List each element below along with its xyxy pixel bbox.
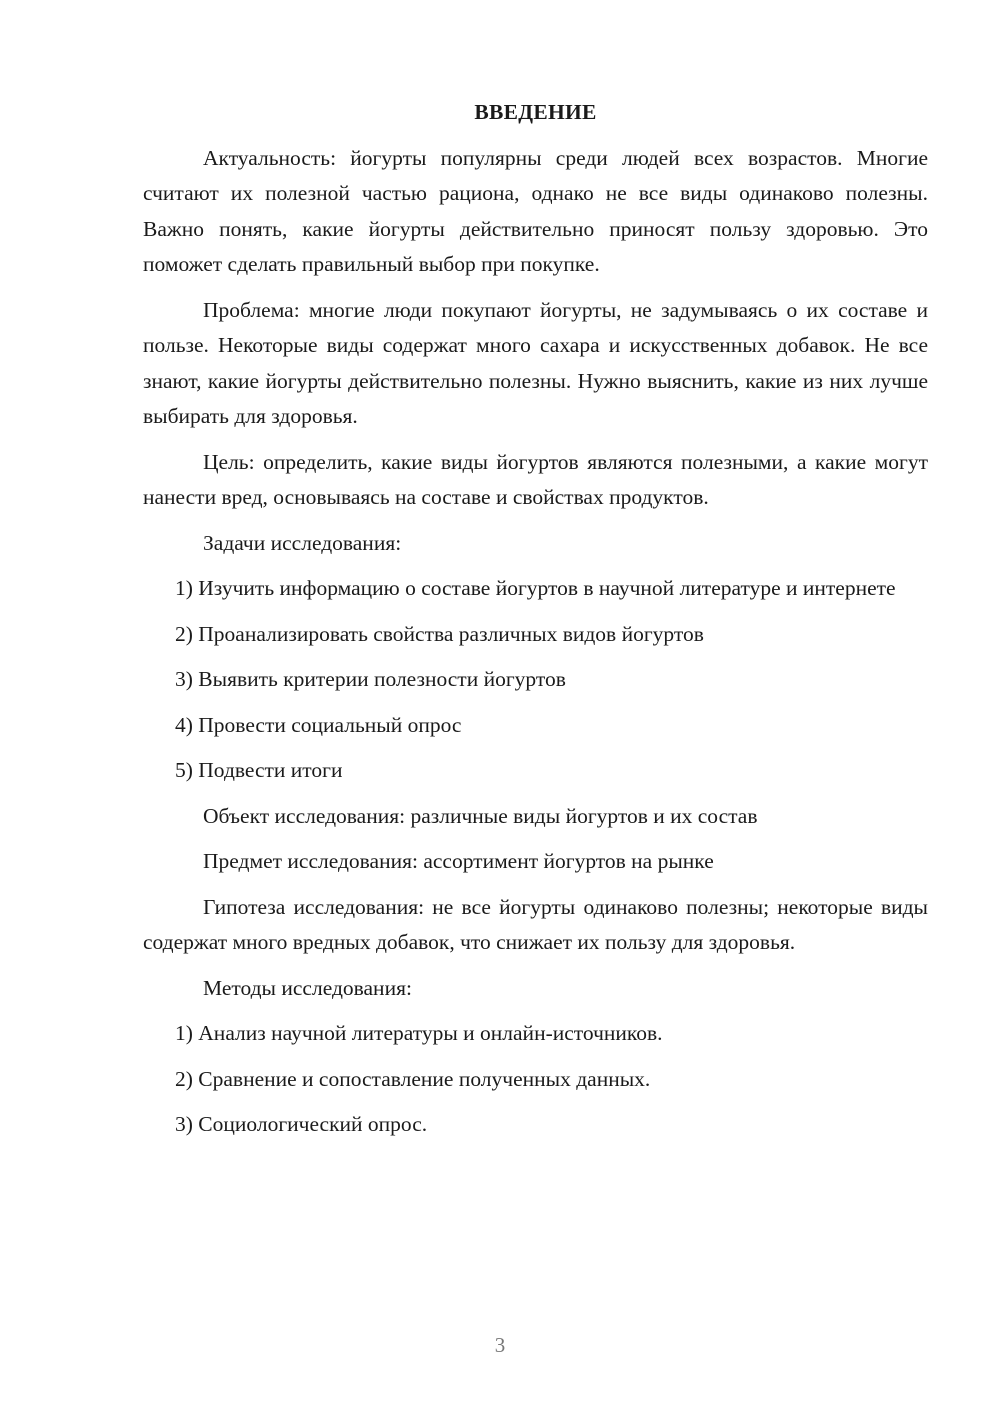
- method-item: 1) Анализ научной литературы и онлайн-источников.: [175, 1021, 663, 1045]
- methods-heading: Методы исследования:: [203, 975, 412, 1000]
- object-paragraph: Объект исследования: различные виды йогуртов и их состав: [203, 803, 758, 828]
- section-title: ВВЕДЕНИЕ: [474, 100, 597, 124]
- method-item: 2) Сравнение и сопоставление полученных данных.: [175, 1066, 651, 1091]
- tasks-heading: Задачи исследования:: [203, 530, 402, 555]
- tasks-list: [143, 571, 928, 789]
- hypothesis-paragraph: Гипотеза исследования: не все йогурты одинаково полезны; некоторые виды содержат много вредных добавок, что снижает их пользу для здоровья.: [143, 894, 928, 954]
- method-item: 3) Социологический опрос.: [175, 1112, 428, 1136]
- task-item: 1) Изучить информацию о составе йогуртов в научной литературе и интернете: [175, 576, 896, 600]
- task-item: 2) Проанализировать свойства различных видов йогуртов: [175, 621, 704, 646]
- task-item: 4) Провести социальный опрос: [175, 712, 462, 737]
- subject-paragraph: Предмет исследования: ассортимент йогуртов на рынке: [203, 849, 714, 873]
- task-item: 5) Подвести итоги: [175, 758, 343, 782]
- methods-list: [143, 1016, 928, 1143]
- problem-paragraph: Проблема: многие люди покупают йогурты, не задумываясь о их составе и пользе. Некоторые виды содержат много сахара и искусственных добавок. Не все знают, какие йогурты действительно полезны. Нужно выяснить, какие из них лучше выбирать для здоровья.: [143, 297, 928, 428]
- page-number: 3: [494, 1333, 506, 1357]
- goal-paragraph: Цель: определить, какие виды йогуртов являются полезными, а какие могут нанести вред, основываясь на составе и свойствах продуктов.: [143, 449, 928, 509]
- document-page: [143, 95, 928, 1153]
- relevance-paragraph: Актуальность: йогурты популярны среди людей всех возрастов. Многие считают их полезной частью рациона, однако не все виды одинаково полезны. Важно понять, какие йогурты действительно приносят пользу здоровью. Это поможет сделать правильный выбор при покупке.: [143, 145, 928, 276]
- task-item: 3) Выявить критерии полезности йогуртов: [175, 667, 566, 691]
